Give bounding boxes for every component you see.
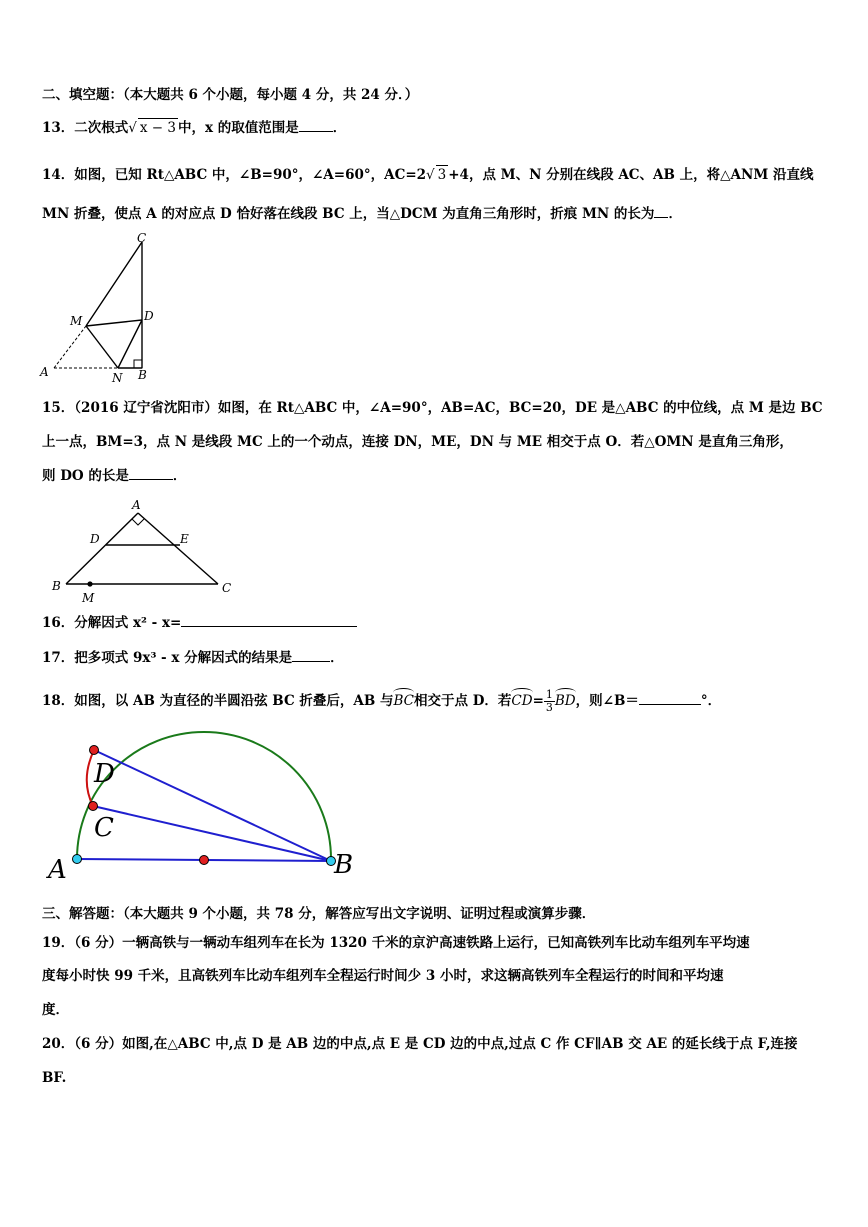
question-number: 13．	[42, 120, 75, 136]
figure-q14-triangle	[38, 230, 168, 385]
equals-sign: =	[532, 693, 544, 709]
question-text: ，则∠B＝	[575, 693, 639, 709]
answer-blank	[292, 649, 330, 662]
label-b: B	[138, 368, 147, 382]
question-number: 18．	[42, 693, 75, 709]
question-text: （6 分）一辆高铁与一辆动车组列车在长为 1320 千米的京沪高速铁路上运行，已知高铁列车比动车组列车平均速	[74, 935, 750, 951]
punctuation: ．	[332, 120, 347, 136]
question-14-line-1	[42, 165, 813, 184]
label-d: D	[90, 532, 100, 546]
figure-q15-triangle	[48, 495, 238, 605]
label-a: A	[40, 365, 49, 379]
question-text: 如图，已知 Rt△ABC 中，∠B=90°，∠A=60°，AC=2	[74, 167, 427, 183]
punctuation: ．	[330, 650, 344, 666]
question-text: 相交于点 D．若	[414, 693, 512, 709]
question-number: 15．	[42, 400, 75, 416]
label-e: E	[180, 532, 189, 546]
question-15-line-3	[42, 467, 186, 485]
label-b: B	[52, 579, 61, 593]
label-c: C	[137, 231, 147, 245]
answer-blank	[299, 119, 333, 132]
question-number: 17．	[42, 650, 75, 666]
question-15-line-2: 上一点，BM=3，点 N 是线段 MC 上的一个动点，连接 DN，ME，DN 与 ME 相交于点 O．若△OMN 是直角三角形，	[42, 434, 793, 450]
arc-bc: BC	[393, 688, 414, 710]
question-19-line-2: 度每小时快 99 千米，且高铁列车比动车组列车全程运行时间少 3 小时，求这辆高铁列车全程运行的时间和平均速	[42, 968, 724, 984]
question-text: 把多项式 9x³ - x 分解因式的结果是	[74, 650, 293, 666]
label-c: C	[94, 813, 114, 843]
label-m: M	[70, 314, 83, 328]
question-15-line-1	[42, 399, 823, 417]
question-text: 分解因式 x² - x=	[74, 615, 182, 631]
question-text: +4，点 M、N 分别在线段 AC、AB 上，将△ANM 沿直线	[448, 167, 814, 183]
label-d: D	[144, 309, 154, 323]
question-18	[42, 688, 721, 714]
answer-blank	[639, 692, 701, 705]
radical-sign: √	[128, 120, 137, 136]
question-text: （2016 辽宁省沈阳市）如图，在 Rt△ABC 中，∠A=90°，AB=AC，BC=20，DE 是△ABC 的中位线，点 M 是边 BC	[74, 400, 823, 416]
label-a: A	[132, 498, 141, 512]
radicand: 3	[437, 167, 447, 183]
label-a: A	[48, 855, 67, 885]
section-2-header: 二、填空题：（本大题共 6 个小题，每小题 4 分，共 24 分．）	[42, 87, 419, 103]
question-text: 二次根式	[74, 120, 129, 136]
question-19-line-1	[42, 934, 750, 952]
question-text: MN 折叠，使点 A 的对应点 D 恰好落在线段 BC 上，当△DCM 为直角三角形时，折痕 MN 的长为	[42, 206, 655, 222]
question-16	[42, 614, 357, 632]
question-text: 中，x 的取值范围是	[178, 120, 299, 136]
question-20-line-1	[42, 1035, 798, 1053]
question-20-line-2: BF.	[42, 1070, 67, 1086]
label-b: B	[334, 850, 354, 880]
answer-blank	[129, 467, 173, 480]
arc-cd: CD	[511, 688, 532, 710]
question-17	[42, 649, 344, 667]
question-number: 16．	[42, 615, 75, 631]
question-text: （6 分）如图,在△ABC 中,点 D 是 AB 边的中点,点 E 是 CD 边的中点,过点 C 作 CF∥AB 交 AE 的延长线于点 F,连接	[74, 1036, 798, 1052]
label-m: M	[82, 591, 95, 605]
label-d: D	[94, 759, 115, 789]
arc-bd: BD	[555, 688, 576, 710]
answer-blank	[181, 614, 357, 627]
question-19-line-3: 度．	[42, 1002, 69, 1018]
radicand: x − 3	[139, 120, 177, 136]
question-text: 则 DO 的长是	[42, 468, 129, 484]
question-13	[42, 118, 346, 137]
label-n: N	[112, 371, 123, 385]
fraction-numerator: 1	[545, 688, 553, 701]
question-14-line-2	[42, 205, 682, 223]
answer-blank	[654, 205, 668, 218]
question-number: 19．	[42, 935, 75, 951]
question-number: 20．	[42, 1036, 75, 1052]
radical-sign: √	[426, 167, 435, 183]
figure-q18-semicircle	[44, 728, 374, 883]
punctuation: ．	[668, 206, 682, 222]
fraction-one-third	[544, 689, 555, 714]
punctuation: °．	[700, 693, 722, 709]
punctuation: ．	[172, 468, 187, 484]
question-text: 如图，以 AB 为直径的半圆沿弦 BC 折叠后，AB 与	[74, 693, 394, 709]
fraction-denominator: 3	[545, 701, 553, 714]
section-3-header: 三、解答题：（本大题共 9 个小题，共 78 分，解答应写出文字说明、证明过程或演算步骤．	[42, 906, 596, 922]
label-c: C	[222, 581, 232, 595]
question-number: 14．	[42, 167, 75, 183]
